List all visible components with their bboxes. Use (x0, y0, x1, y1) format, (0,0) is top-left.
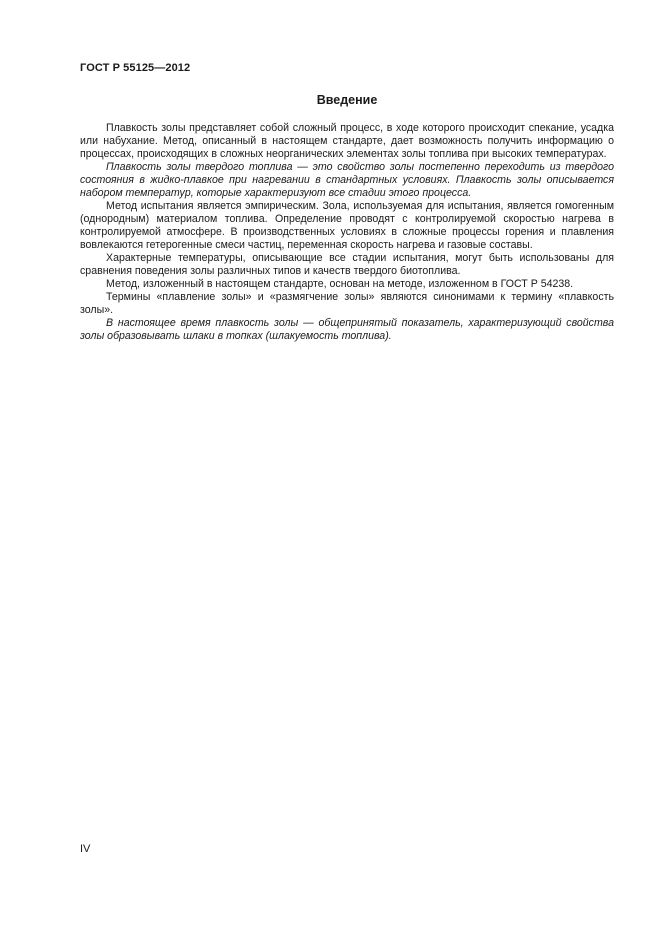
paragraph: Метод испытания является эмпирическим. Зола, используемая для испытания, является гомогенным (однородным) материалом топлива. Определение проводят с контролируемой скоростью нагрева в контролируемой атмосфере. В производственных условиях в сложные процессы горения и плавления вовлекаются гетерогенные смеси частиц, переменная скорость нагрева и газовые составы. (80, 200, 614, 251)
paragraph: Плавкость золы представляет собой сложный процесс, в ходе которого происходит спекание, усадка или набухание. Метод, описанный в настоящем стандарте, дает возможность получить информацию о процессах, происходящих в сложных неорганических элементах золы топлива при высоких температурах. (80, 122, 614, 160)
section-title: Введение (316, 93, 378, 107)
paragraph: Термины «плавление золы» и «размягчение золы» являются синонимами к термину «плавкость золы». (80, 291, 614, 316)
paragraph: Метод, изложенный в настоящем стандарте, основан на методе, изложенном в ГОСТ Р 54238. (106, 278, 574, 290)
document-code: ГОСТ Р 55125—2012 (80, 62, 191, 74)
page-number: IV (80, 843, 91, 855)
paragraph-definition: Плавкость золы твердого топлива — это свойство золы постепенно переходить из твердого состояния в жидко-плавкое при нагревании в стандартных условиях. Плавкость золы описывается набором температур, которые характеризуют все стадии этого процесса. (80, 161, 614, 199)
introduction-body (80, 122, 614, 343)
paragraph-note: В настоящее время плавкость золы — общепринятый показатель, характеризующий свойства золы образовывать шлаки в топках (шлакуемость топлива). (80, 317, 614, 342)
paragraph: Характерные температуры, описывающие все стадии испытания, могут быть использованы для сравнения поведения золы различных типов и качеств твердого биотоплива. (80, 252, 614, 277)
